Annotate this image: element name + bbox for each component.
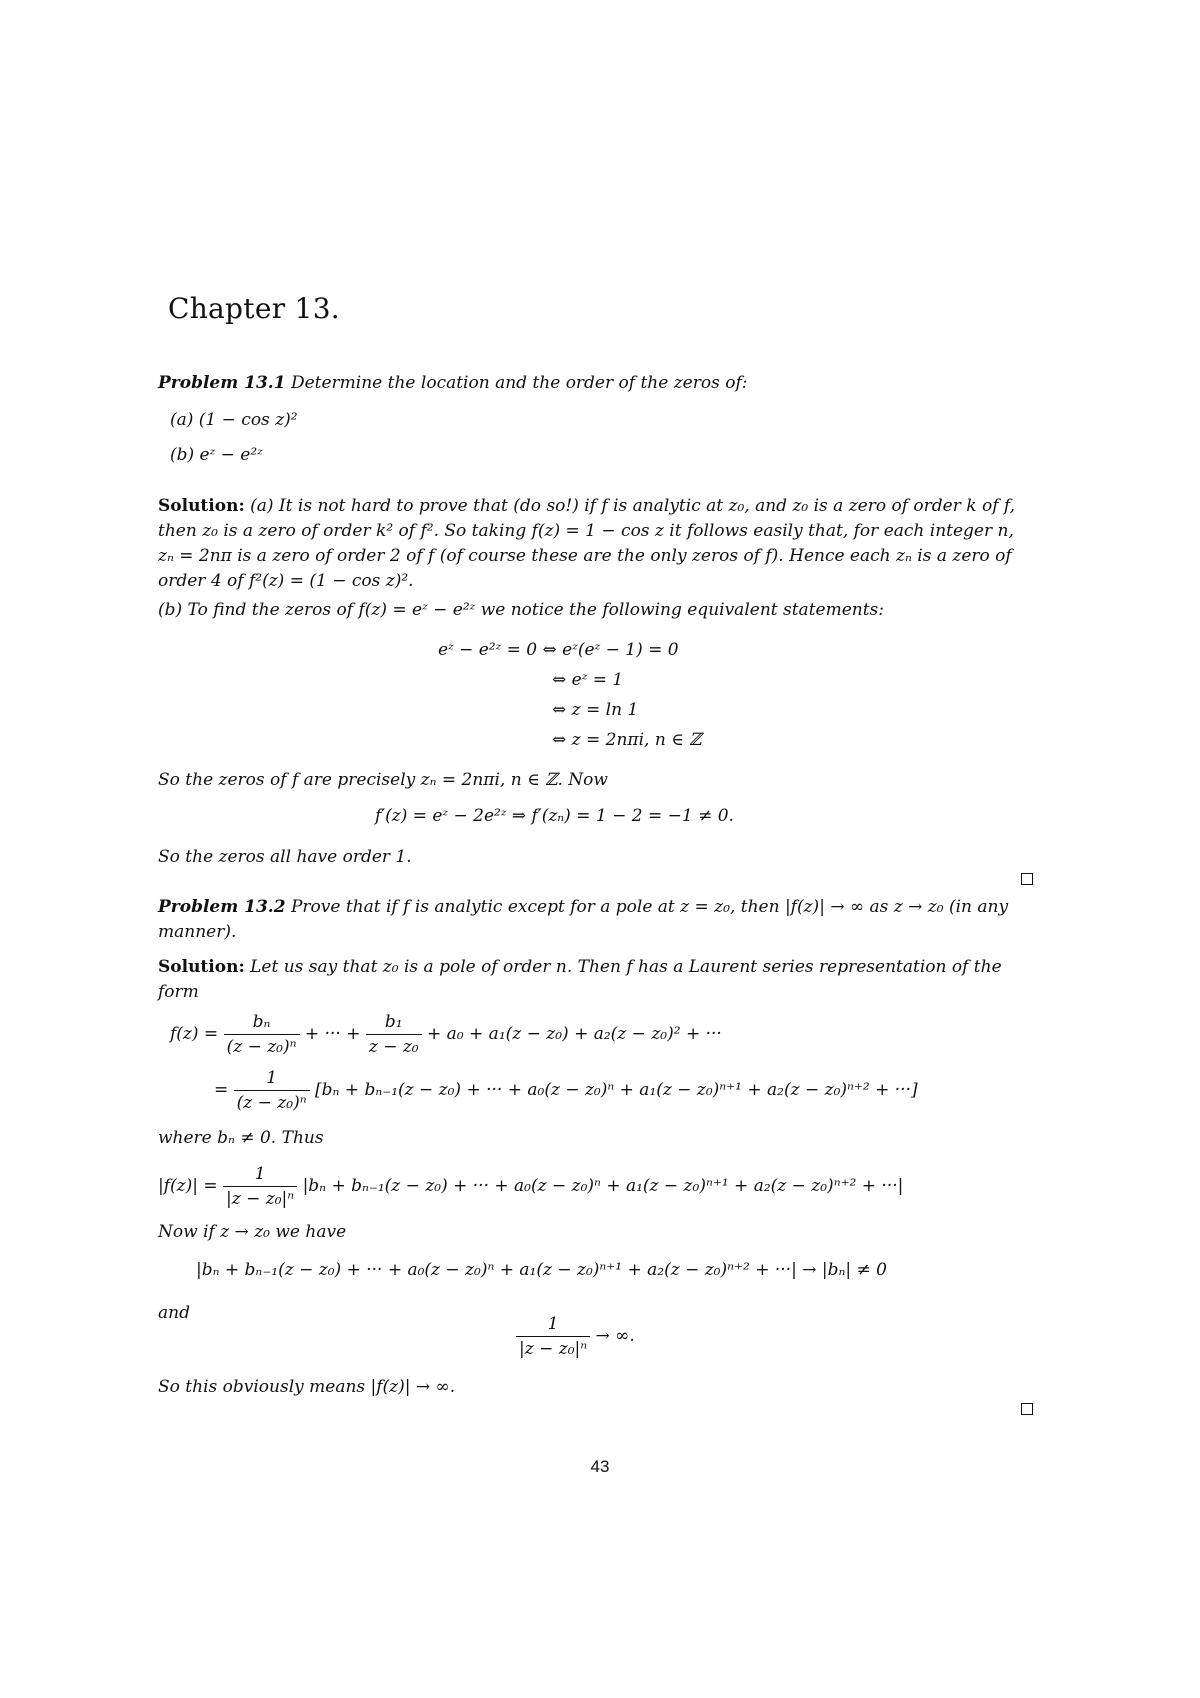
limit-equation: |bₙ + bₙ₋₁(z − z₀) + ··· + a₀(z − z₀)ⁿ + a₁(z − z₀)ⁿ⁺¹ + a₂(z − z₀)ⁿ⁺² + ···| → |bₙ| ≠ 0: [196, 1260, 887, 1280]
fraction: [224, 1010, 300, 1059]
fraction-numerator: b₁: [366, 1010, 422, 1035]
problem-13-2: [158, 895, 1020, 945]
solution-text: (a) It is not hard to prove that (do so!) if f is analytic at z₀, and z₀ is a zero of order k of f, then z₀ is a zero of order k² of f². So taking f(z) = 1 − cos z it follows easily that, for each integer n, zₙ = 2nπ is a zero of order 2 of f (of course these are the only zeros of f). Hence each zₙ is a zero of order 4 of f²(z) = (1 − cos z)².: [158, 496, 1015, 591]
equation-middle: + ··· +: [304, 1024, 361, 1044]
problem-item-a: (a) (1 − cos z)²: [170, 410, 298, 430]
equation-line-2: ⇔ eᶻ = 1: [552, 670, 624, 690]
problem-item-b: (b) eᶻ − e²ᶻ: [170, 445, 263, 465]
equation-lhs: =: [214, 1080, 229, 1100]
equation-derivative: f′(z) = eᶻ − 2e²ᶻ ⇒ f′(zₙ) = 1 − 2 = −1 ≠ 0.: [375, 806, 734, 826]
problem-label: Problem 13.1: [158, 373, 286, 393]
qed-box: [1021, 873, 1033, 885]
solution-13-1-part-a: [158, 494, 1020, 594]
solution-13-2-text-c: Now if z → z₀ we have: [158, 1222, 347, 1242]
solution-13-1-part-b: (b) To find the zeros of f(z) = eᶻ − e²ᶻ we notice the following equivalent statements:: [158, 600, 884, 620]
equation-lhs: |f(z)| =: [158, 1176, 218, 1196]
fraction-denominator: z − z₀: [368, 1037, 419, 1057]
equation-tail: |bₙ + bₙ₋₁(z − z₀) + ··· + a₀(z − z₀)ⁿ + a₁(z − z₀)ⁿ⁺¹ + a₂(z − z₀)ⁿ⁺² + ···|: [302, 1176, 904, 1196]
fraction: [223, 1162, 297, 1211]
solution-13-2-text-e: So this obviously means |f(z)| → ∞.: [158, 1377, 456, 1397]
fraction-denominator: |z − z₀|ⁿ: [226, 1189, 295, 1209]
solution-13-1-text-d: So the zeros all have order 1.: [158, 847, 412, 867]
equation-line-3: ⇔ z = ln 1: [552, 700, 639, 720]
fraction-denominator: (z − z₀)ⁿ: [226, 1037, 297, 1057]
equation-line-4: ⇔ z = 2nπi, n ∈ ℤ: [552, 730, 702, 750]
equation-lhs: f(z) =: [170, 1024, 219, 1044]
equation-tail: + a₀ + a₁(z − z₀) + a₂(z − z₀)² + ···: [427, 1024, 722, 1044]
fraction-numerator: bₙ: [224, 1010, 300, 1035]
modulus-equation: [158, 1162, 903, 1211]
equation-tail: [bₙ + bₙ₋₁(z − z₀) + ··· + a₀(z − z₀)ⁿ + a₁(z − z₀)ⁿ⁺¹ + a₂(z − z₀)ⁿ⁺² + ···]: [315, 1080, 918, 1100]
solution-label: Solution:: [158, 496, 245, 516]
equation-line-1: eᶻ − e²ᶻ = 0 ⇔ eᶻ(eᶻ − 1) = 0: [438, 640, 679, 660]
solution-13-2-part-a: [158, 955, 1020, 1005]
solution-label: Solution:: [158, 957, 245, 977]
equation-tail: → ∞.: [595, 1326, 635, 1346]
chapter-title: Chapter 13.: [168, 292, 341, 325]
fraction: [366, 1010, 422, 1059]
solution-13-1-text-c: So the zeros of f are precisely zₙ = 2nπi, n ∈ ℤ. Now: [158, 770, 608, 790]
problem-13-1: [158, 371, 1020, 396]
laurent-series-line-1: [170, 1010, 722, 1059]
fraction: [234, 1066, 310, 1115]
solution-13-2-text-b: where bₙ ≠ 0. Thus: [158, 1128, 324, 1148]
solution-text: Let us say that z₀ is a pole of order n. Then f has a Laurent series representation of the form: [158, 957, 1002, 1002]
solution-13-2-text-d: and: [158, 1303, 190, 1323]
problem-statement: Determine the location and the order of the zeros of:: [290, 373, 748, 393]
fraction-numerator: 1: [516, 1312, 590, 1337]
limit-fraction-equation: [516, 1312, 635, 1361]
problem-label: Problem 13.2: [158, 897, 286, 917]
fraction: [516, 1312, 590, 1361]
page-number: 43: [590, 1457, 610, 1476]
fraction-numerator: 1: [234, 1066, 310, 1091]
problem-statement: Prove that if f is analytic except for a pole at z = z₀, then |f(z)| → ∞ as z → z₀ (in any manner).: [158, 897, 1009, 942]
fraction-denominator: (z − z₀)ⁿ: [236, 1093, 307, 1113]
fraction-numerator: 1: [223, 1162, 297, 1187]
fraction-denominator: |z − z₀|ⁿ: [519, 1339, 588, 1359]
qed-box: [1021, 1403, 1033, 1415]
laurent-series-line-2: [214, 1066, 918, 1115]
